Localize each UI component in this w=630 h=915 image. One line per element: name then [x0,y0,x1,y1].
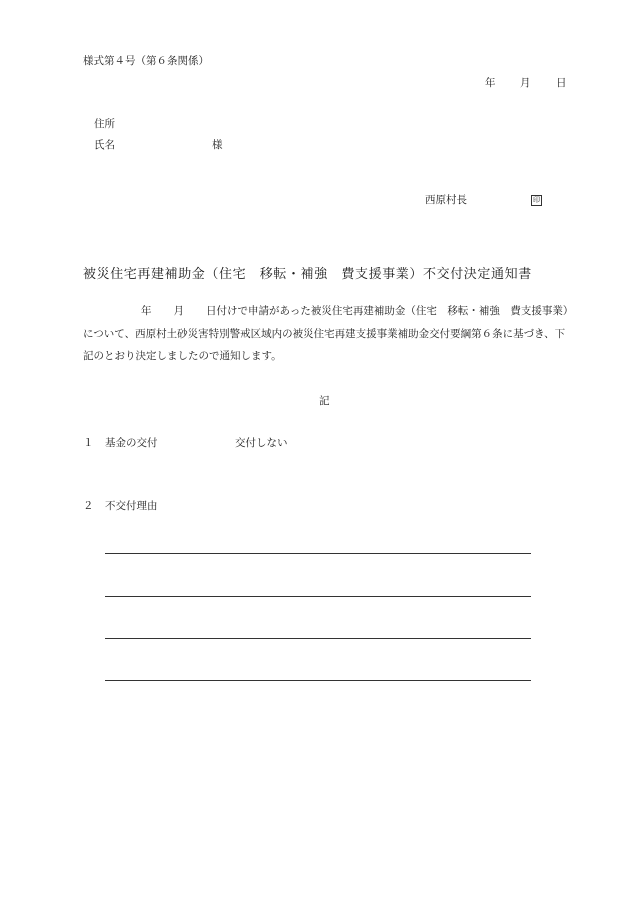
item-1-number: １ [83,437,94,449]
ki-heading: 記 [319,395,330,407]
date-month-label: 月 [520,77,531,89]
reason-line-4 [105,680,531,681]
body-text: 日付けで申請があった被災住宅再建補助金（住宅 移転・補強 費支援事業）について、西原村土砂災害特別警戒区域内の被災住宅再建支援事業補助金交付要綱第６条に基づき、下記のとおり決定しましたので通知します。 [83,305,569,362]
item-2-number: ２ [83,500,94,512]
document-title: 被災住宅再建補助金（住宅 移転・補強 費支援事業）不交付決定通知書 [83,267,532,282]
reason-line-3 [105,638,531,639]
reason-line-2 [105,596,531,597]
reason-line-1 [105,553,531,554]
body-month: 月 [173,305,184,317]
address-label: 住所 [94,118,115,130]
name-label: 氏名 [94,139,115,151]
item-2-label: 不交付理由 [105,500,158,512]
issuer-title: 西原村長 [425,194,467,206]
form-number: 様式第４号（第６条関係） [83,55,209,67]
honorific: 様 [212,139,223,151]
body-year: 年 [141,305,152,317]
date-day-label: 日 [556,77,567,89]
date-year-label: 年 [485,77,496,89]
item-1-label: 基金の交付 [105,437,158,449]
seal-mark: 印 [533,196,540,204]
item-1-value: 交付しない [235,437,288,449]
body-paragraph [83,300,571,368]
